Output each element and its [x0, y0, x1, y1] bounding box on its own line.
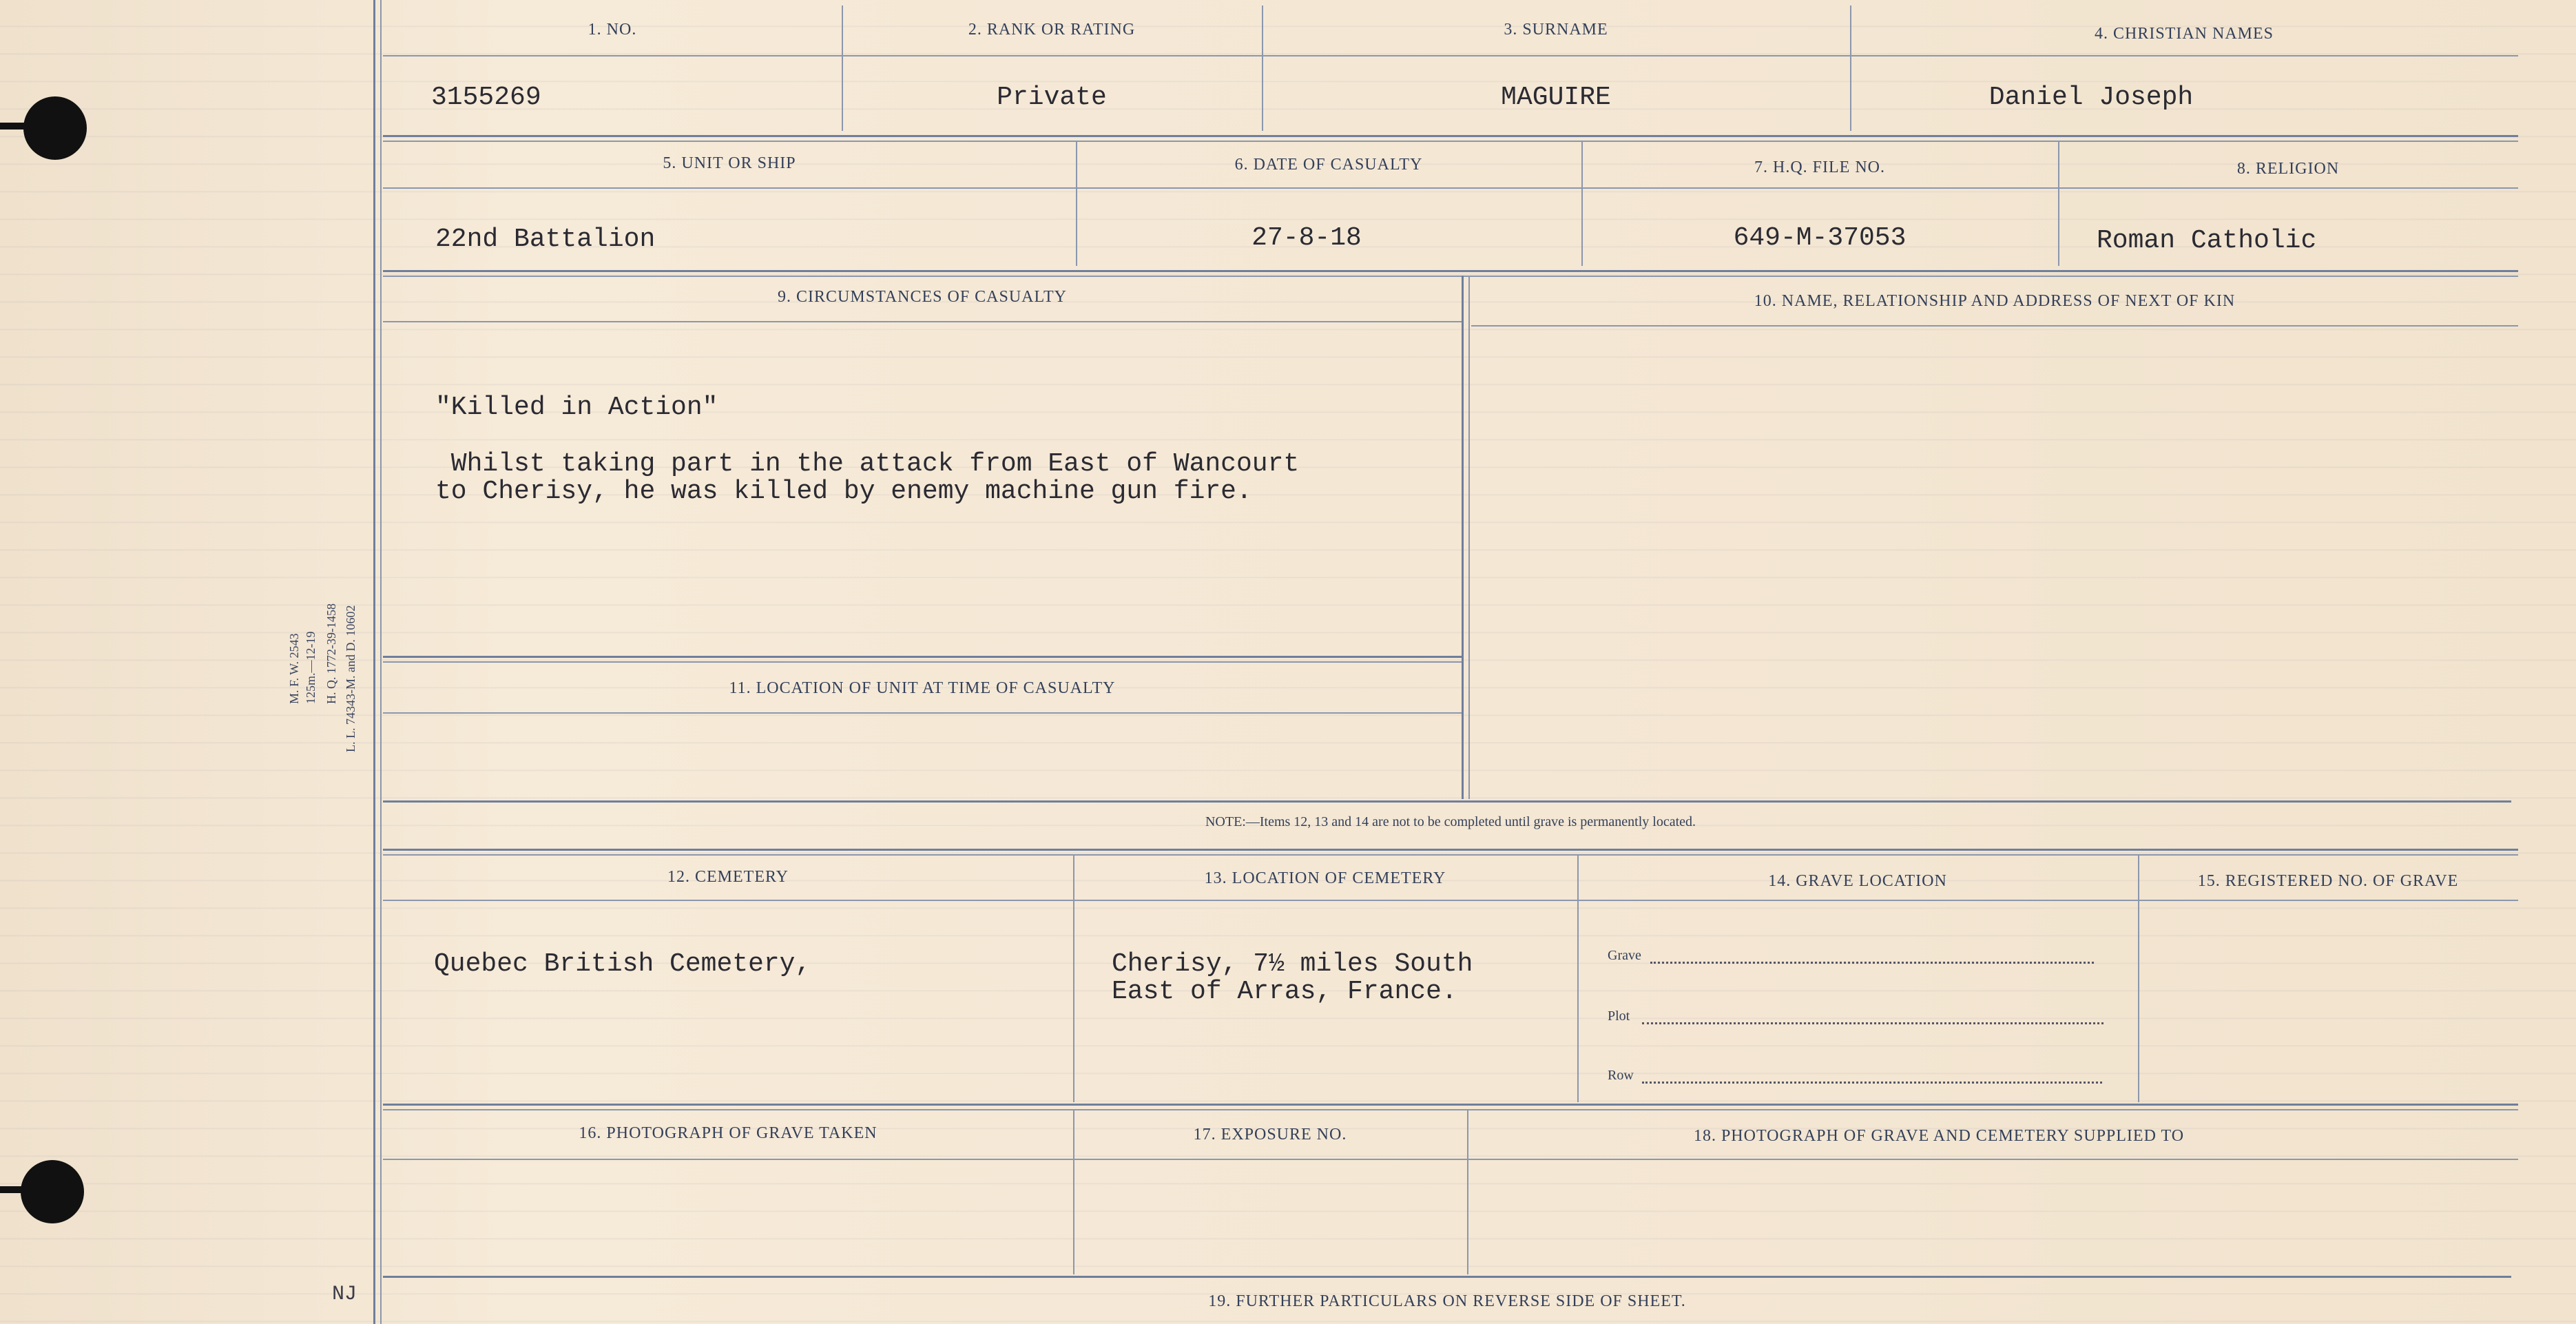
row-field-label: Row	[1608, 1068, 1634, 1083]
initials: NJ	[332, 1283, 357, 1306]
row3-div-2	[1468, 276, 1470, 799]
christian-names-label: 4. CHRISTIAN NAMES	[2094, 25, 2274, 43]
row4-div3	[2138, 854, 2139, 1102]
punch-hole-top-tail	[0, 123, 41, 130]
side-print-1: M. F. W. 2543	[287, 633, 301, 704]
row2-header-rule	[383, 187, 2518, 189]
margin-line-outer	[373, 0, 375, 1324]
row1-bottom-rule-2	[383, 141, 2518, 142]
margin-line-inner	[380, 0, 382, 1324]
exposure-label: 17. EXPOSURE NO.	[1193, 1126, 1347, 1144]
plot-field-dots	[1642, 1022, 2104, 1024]
side-print-2: 125m.—12-19	[304, 631, 318, 704]
circumstances-label: 9. CIRCUMSTANCES OF CASUALTY	[778, 288, 1067, 306]
note-bottom-rule-2	[383, 854, 2518, 856]
circumstances-header-rule	[383, 321, 1462, 322]
plot-field-label: Plot	[1608, 1008, 1630, 1024]
cemetery-value: Quebec British Cemetery,	[434, 949, 811, 979]
row2-bottom-rule	[383, 270, 2518, 272]
circumstances-line-1: "Killed in Action"	[435, 393, 718, 422]
registered-no-label: 15. REGISTERED NO. OF GRAVE	[2197, 872, 2459, 890]
grave-field-label: Grave	[1608, 948, 1641, 963]
photo-supplied-label: 18. PHOTOGRAPH OF GRAVE AND CEMETERY SUPPLIED TO	[1693, 1127, 2185, 1145]
row4-div1	[1073, 854, 1074, 1102]
grave-field-dots	[1650, 962, 2094, 964]
location-unit-top-rule-2	[383, 661, 1462, 663]
surname-label: 3. SURNAME	[1504, 21, 1608, 39]
punch-hole-bottom-tail	[0, 1186, 41, 1193]
hq-file-label: 7. H.Q. FILE NO.	[1754, 158, 1885, 176]
surname-value: MAGUIRE	[1501, 83, 1611, 112]
service-number: 3155269	[431, 83, 541, 112]
row4-bottom-rule	[383, 1104, 2518, 1106]
location-unit-top-rule	[383, 656, 1462, 658]
christian-names-value: Daniel Joseph	[1988, 83, 2194, 112]
next-of-kin-label: 10. NAME, RELATIONSHIP AND ADDRESS OF NEXT OF KIN	[1754, 292, 2236, 310]
note-top-rule	[383, 800, 2511, 803]
further-particulars-label: 19. FURTHER PARTICULARS ON REVERSE SIDE OF SHEET.	[1208, 1292, 1686, 1310]
circumstances-line-3: to Cherisy, he was killed by enemy machine gun fire.	[435, 477, 1252, 506]
cemetery-location-line-1: Cherisy, 7½ miles South	[1112, 949, 1473, 979]
no-label: 1. NO.	[588, 21, 637, 39]
next-of-kin-header-rule	[1471, 325, 2518, 327]
side-print-3: H. Q. 1772-39-1458	[324, 603, 338, 704]
grave-location-label: 14. GRAVE LOCATION	[1768, 872, 1947, 890]
cemetery-location-line-2: East of Arras, France.	[1112, 977, 1457, 1006]
row4-bottom-rule-2	[383, 1109, 2518, 1110]
cemetery-location-label: 13. LOCATION OF CEMETERY	[1204, 869, 1446, 887]
note-bottom-rule	[383, 849, 2518, 851]
rank-label: 2. RANK OR RATING	[968, 21, 1136, 39]
religion-label: 8. RELIGION	[2236, 160, 2340, 178]
rank-value: Private	[997, 83, 1107, 112]
unit-value: 22nd Battalion	[435, 225, 656, 254]
religion-value: Roman Catholic	[2097, 226, 2317, 256]
note-text: NOTE:—Items 12, 13 and 14 are not to be completed until grave is permanently located.	[1205, 814, 1696, 829]
unit-label: 5. UNIT OR SHIP	[663, 154, 796, 172]
row4-header-rule	[383, 900, 2518, 901]
date-value: 27-8-18	[1251, 223, 1362, 253]
hq-file-value: 649-M-37053	[1733, 223, 1907, 253]
location-unit-header-rule	[383, 712, 1462, 714]
row-field-dots	[1642, 1082, 2102, 1084]
row1-header-rule	[383, 55, 2518, 56]
row6-top-rule	[383, 1276, 2511, 1278]
location-unit-label: 11. LOCATION OF UNIT AT TIME OF CASUALTY	[729, 679, 1116, 697]
row1-bottom-rule	[383, 135, 2518, 137]
side-print-4: L. L. 74343-M. and D. 10602	[344, 605, 357, 752]
row4-div2	[1577, 854, 1579, 1102]
cemetery-label: 12. CEMETERY	[667, 868, 789, 886]
circumstances-line-2: Whilst taking part in the attack from East of Wancourt	[435, 449, 1300, 479]
row2-bottom-rule-2	[383, 276, 2518, 277]
photo-taken-label: 16. PHOTOGRAPH OF GRAVE TAKEN	[579, 1124, 877, 1142]
row3-div	[1462, 276, 1464, 799]
row5-header-rule	[383, 1159, 2518, 1160]
date-label: 6. DATE OF CASUALTY	[1234, 156, 1423, 174]
